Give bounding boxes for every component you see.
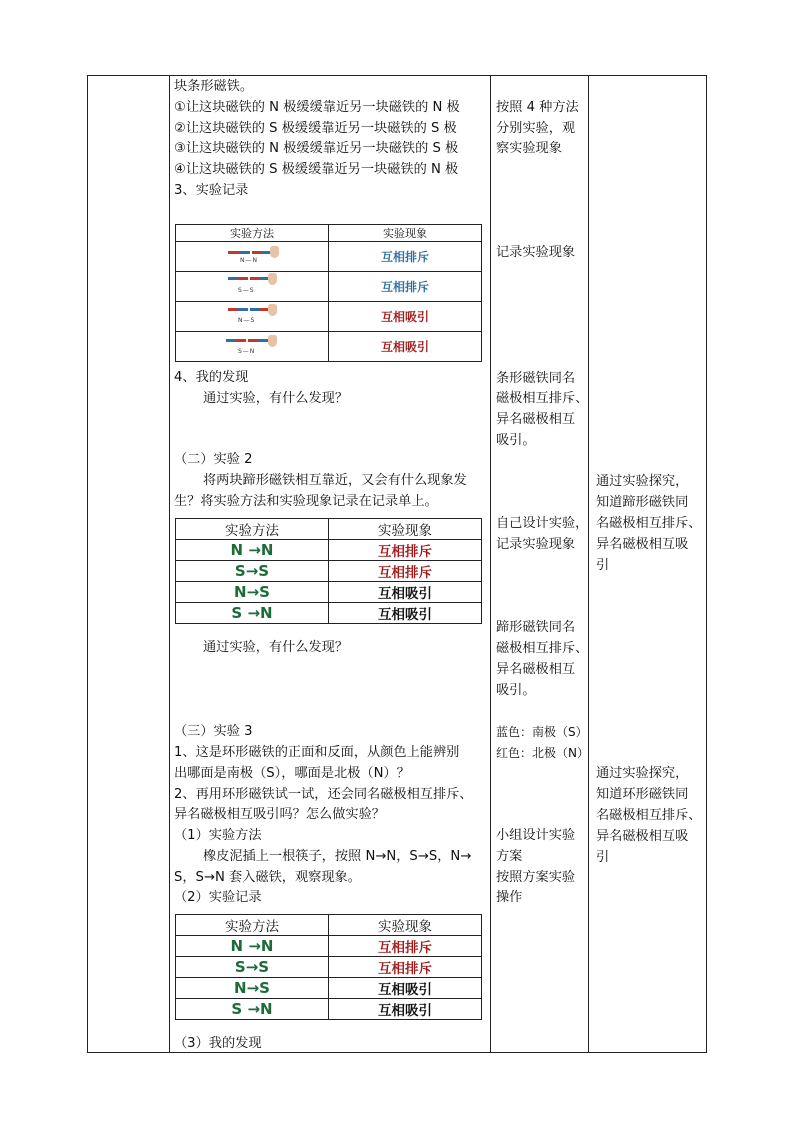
result-cell: 互相排斥 [329, 561, 482, 582]
design-intent: 引 [596, 558, 610, 573]
student-activity: 记录实验现象 [496, 537, 576, 552]
method-cell: S→S [176, 957, 329, 978]
paragraph-line: 1、这是环形磁铁的正面和反面，从颜色上能辨别 [174, 745, 460, 760]
design-intent: 名磁极相互排斥、 [596, 516, 702, 531]
student-activity: 吸引。 [496, 433, 536, 448]
section-heading: 3、实验记录 [174, 183, 249, 198]
student-activity: 蓝色：南极（S） [496, 725, 588, 739]
table-row [176, 302, 482, 332]
section-heading: 4、我的发现 [174, 370, 249, 385]
table-row [176, 936, 482, 957]
step-3: ③让这块磁铁的 N 极缓缓靠近另一块磁铁的 S 极 [174, 141, 459, 156]
result-cell: 互相排斥 [329, 957, 482, 978]
design-intent: 名磁极相互排斥、 [596, 808, 702, 823]
result-cell: 互相吸引 [329, 999, 482, 1020]
record-table-2 [175, 518, 482, 624]
step-2: ②让这块磁铁的 S 极缓缓靠近另一块磁铁的 S 极 [174, 121, 457, 136]
table-header: 实验现象 [329, 915, 482, 936]
student-activity: 按照方案实验 [496, 870, 576, 885]
pole-label: S—S [238, 286, 255, 294]
student-activity: 异名磁极相互 [496, 412, 576, 427]
result-cell: 互相吸引 [329, 603, 482, 624]
student-activity: 异名磁极相互 [496, 662, 576, 677]
table-row [176, 999, 482, 1020]
student-activity: 条形磁铁同名 [496, 371, 576, 386]
student-activity: 蹄形磁铁同名 [496, 620, 576, 635]
student-activity: 方案 [496, 849, 523, 864]
result-cell: 互相吸引 [329, 978, 482, 999]
table-row [176, 978, 482, 999]
table-row [176, 603, 482, 624]
paragraph-line: S，S→N 套入磁铁，观察现象。 [174, 870, 361, 885]
method-cell: N→S [176, 582, 329, 603]
result-cell: 互相吸引 [329, 302, 482, 332]
table-row [176, 332, 482, 362]
paragraph-line: 将两块蹄形磁铁相互靠近，又会有什么现象发 [203, 473, 467, 488]
student-activity: 操作 [496, 890, 523, 905]
question-text: 通过实验，有什么发现？ [203, 640, 349, 655]
student-activity: 小组设计实验 [496, 828, 576, 843]
method-cell: N →N [176, 540, 329, 561]
table-header: 实验现象 [329, 519, 482, 540]
table-header: 实验方法 [176, 915, 329, 936]
table-row [176, 242, 482, 272]
design-intent: 知道蹄形磁铁同 [596, 495, 689, 510]
magnet-illustration [176, 272, 329, 302]
paragraph-line: 橡皮泥插上一根筷子，按照 N→N，S→S，N→ [203, 849, 472, 864]
design-intent: 异名磁极相互吸 [596, 829, 689, 844]
subsection-heading: （1）实验方法 [174, 828, 262, 843]
column-divider-2 [490, 76, 491, 1052]
paragraph-line: 生？将实验方法和实验现象记录在记录单上。 [174, 494, 438, 509]
design-intent: 知道环形磁铁同 [596, 787, 689, 802]
method-cell: S→S [176, 561, 329, 582]
design-intent: 异名磁极相互吸 [596, 537, 689, 552]
student-activity: 吸引。 [496, 683, 536, 698]
student-activity: 磁极相互排斥、 [496, 391, 589, 406]
subsection-heading: （3）我的发现 [174, 1036, 262, 1051]
table-header: 实验方法 [176, 519, 329, 540]
student-activity: 红色：北极（N） [496, 746, 589, 760]
paragraph-line: 异名磁极相互吸引吗？怎么做实验？ [174, 807, 385, 822]
step-1: ①让这块磁铁的 N 极缓缓靠近另一块磁铁的 N 极 [174, 100, 460, 115]
table-row [176, 957, 482, 978]
student-activity: 分别实验，观 [496, 121, 576, 136]
column-divider-1 [169, 76, 170, 1052]
result-cell: 互相排斥 [329, 540, 482, 561]
result-cell: 互相吸引 [329, 332, 482, 362]
table-row [176, 272, 482, 302]
magnet-illustration [176, 332, 329, 362]
pole-label: N—N [240, 256, 258, 264]
table-row [176, 561, 482, 582]
method-cell: S →N [176, 999, 329, 1020]
method-cell: S →N [176, 603, 329, 624]
student-activity: 按照 4 种方法 [496, 100, 579, 115]
design-intent: 通过实验探究， [596, 474, 689, 489]
method-cell: N →N [176, 936, 329, 957]
table-row [176, 582, 482, 603]
record-table-1 [175, 224, 482, 362]
pole-label: N—S [238, 316, 256, 324]
result-cell: 互相排斥 [329, 242, 482, 272]
result-cell: 互相排斥 [329, 936, 482, 957]
section-heading: （三）实验 3 [174, 724, 253, 739]
text-line: 块条形磁铁。 [174, 79, 254, 94]
column-divider-3 [588, 76, 589, 1052]
subsection-heading: （2）实验记录 [174, 890, 262, 905]
student-activity: 记录实验现象 [496, 245, 576, 260]
section-heading: （二）实验 2 [174, 452, 253, 467]
method-cell: N→S [176, 978, 329, 999]
student-activity: 察实验现象 [496, 141, 562, 156]
magnet-illustration [176, 242, 329, 272]
student-activity: 自己设计实验， [496, 516, 589, 531]
student-activity: 磁极相互排斥、 [496, 641, 589, 656]
result-cell: 互相排斥 [329, 272, 482, 302]
table-row [176, 540, 482, 561]
table-header: 实验方法 [176, 225, 329, 242]
table-header: 实验现象 [329, 225, 482, 242]
paragraph-line: 出哪面是南极（S），哪面是北极（N）？ [174, 766, 410, 781]
design-intent: 通过实验探究， [596, 766, 689, 781]
magnet-illustration [176, 302, 329, 332]
design-intent: 引 [596, 850, 610, 865]
result-cell: 互相吸引 [329, 582, 482, 603]
record-table-3 [175, 914, 482, 1020]
step-4: ④让这块磁铁的 S 极缓缓靠近另一块磁铁的 N 极 [174, 162, 459, 177]
pole-label: S—N [238, 347, 256, 355]
paragraph-line: 2、再用环形磁铁试一试，还会同名磁极相互排斥、 [174, 787, 473, 802]
question-text: 通过实验，有什么发现？ [203, 391, 349, 406]
